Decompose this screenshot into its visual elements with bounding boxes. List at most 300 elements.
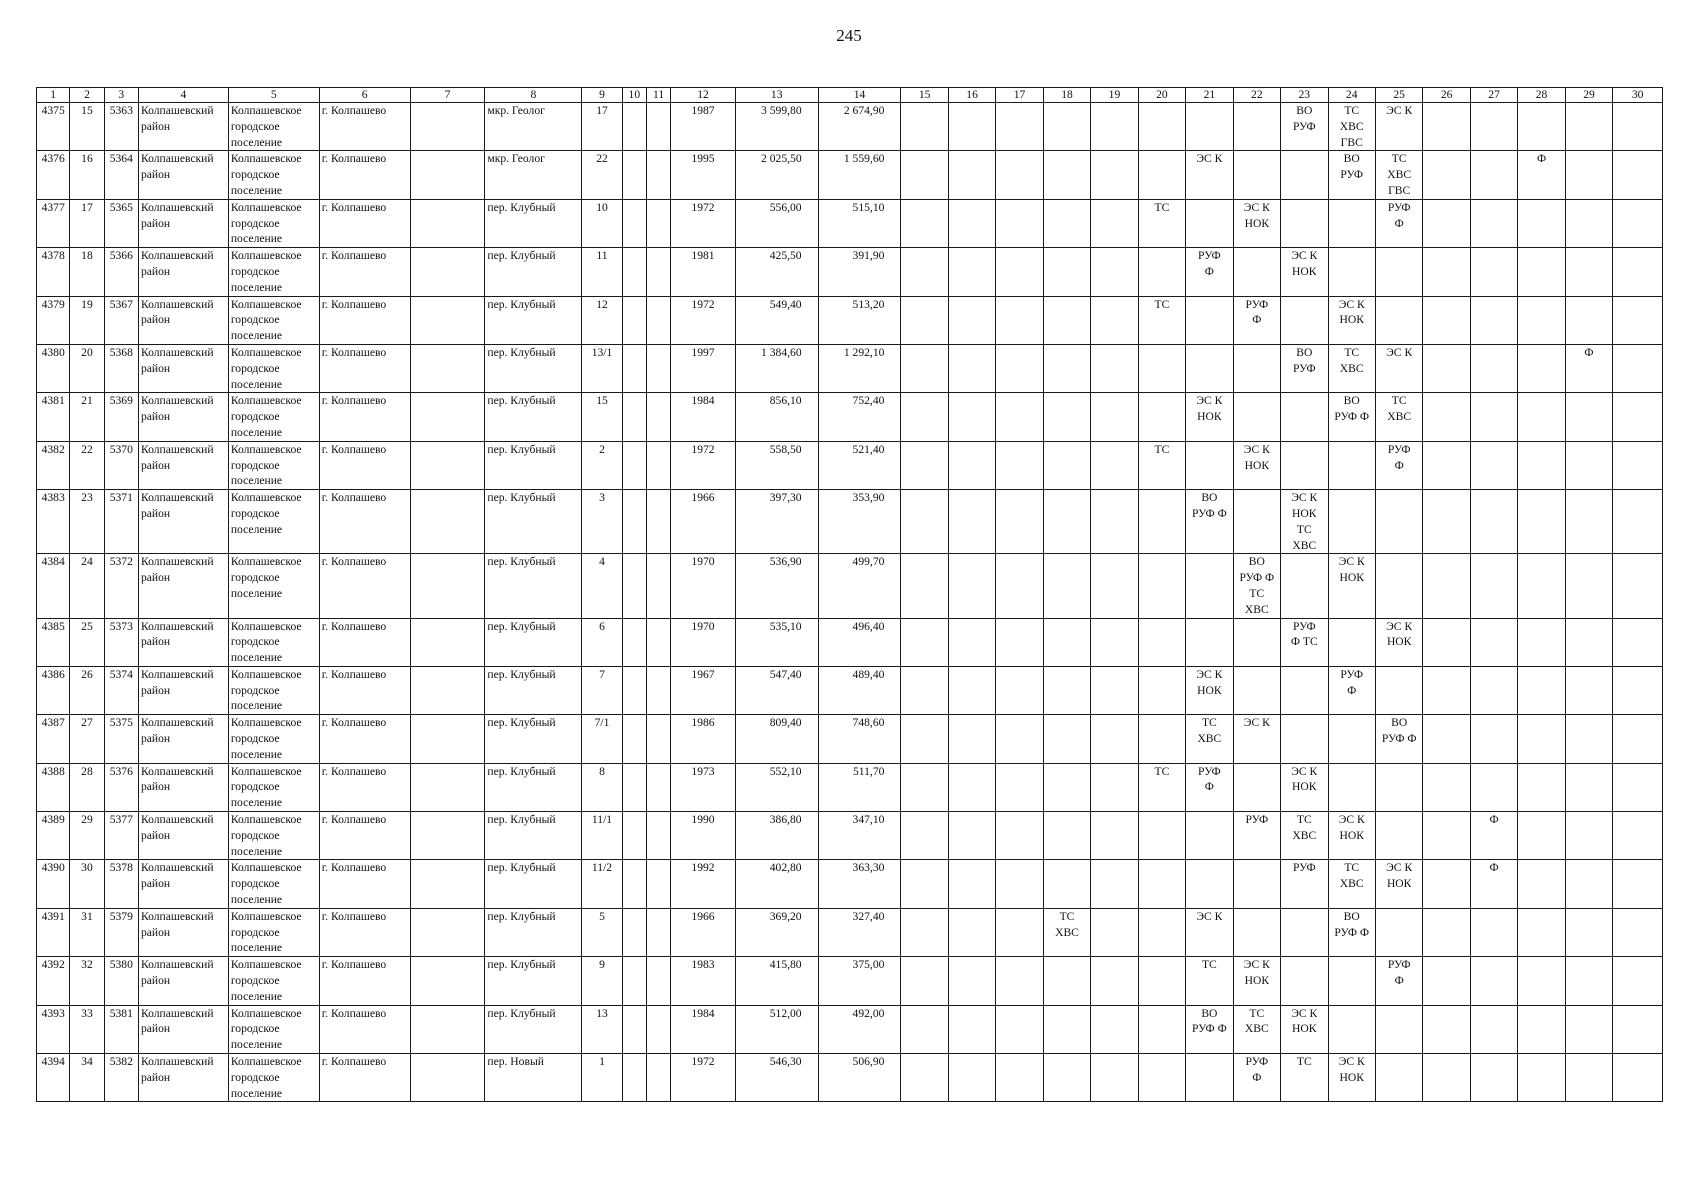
row-index-cell: 21: [70, 393, 104, 441]
district-cell: Колпашевский район: [138, 344, 228, 392]
district-cell: Колпашевский район: [138, 618, 228, 666]
mark-cell-col-24: ВО РУФ Ф: [1328, 393, 1375, 441]
column-header-28: 28: [1518, 88, 1565, 103]
mark-cell-col-22: [1233, 860, 1280, 908]
column-7-cell: [410, 715, 485, 763]
mark-cell-col-29: [1565, 860, 1612, 908]
mark-cell-col-25: РУФ Ф: [1375, 957, 1422, 1005]
mark-cell-col-11: [646, 554, 670, 618]
mark-cell-col-10: [622, 393, 646, 441]
object-id-cell: 5372: [104, 554, 138, 618]
total-area-cell: 2 025,50: [735, 151, 818, 199]
table-row: [37, 860, 1663, 908]
row-index-cell: 25: [70, 618, 104, 666]
mark-cell-col-21: [1186, 1054, 1233, 1102]
mark-cell-col-20: [1138, 151, 1185, 199]
mark-cell-col-29: [1565, 1054, 1612, 1102]
mark-cell-col-21: РУФ Ф: [1186, 763, 1233, 811]
mark-cell-col-21: ЭС К НОК: [1186, 393, 1233, 441]
mark-cell-col-22: [1233, 151, 1280, 199]
settlement-cell: Колпашевское городское поселение: [228, 103, 319, 151]
mark-cell-col-29: [1565, 666, 1612, 714]
table-row: [37, 103, 1663, 151]
total-area-cell: 535,10: [735, 618, 818, 666]
mark-cell-col-19: [1091, 490, 1138, 554]
mark-cell-col-19: [1091, 103, 1138, 151]
column-header-13: 13: [735, 88, 818, 103]
settlement-cell: Колпашевское городское поселение: [228, 554, 319, 618]
table-row: [37, 618, 1663, 666]
column-7-cell: [410, 554, 485, 618]
mark-cell-col-20: ТС: [1138, 199, 1185, 247]
record-number-cell: 4388: [37, 763, 70, 811]
locality-cell: г. Колпашево: [319, 296, 410, 344]
mark-cell-col-17: [996, 1005, 1043, 1053]
mark-cell-col-16: [948, 393, 995, 441]
mark-cell-col-18: [1043, 554, 1090, 618]
total-area-cell: 425,50: [735, 248, 818, 296]
column-header-5: 5: [228, 88, 319, 103]
house-number-cell: 12: [582, 296, 622, 344]
mark-cell-col-30: [1613, 248, 1663, 296]
district-cell: Колпашевский район: [138, 393, 228, 441]
mark-cell-col-21: [1186, 618, 1233, 666]
mark-cell-col-27: [1470, 199, 1517, 247]
mark-cell-col-26: [1423, 248, 1470, 296]
total-area-cell: 402,80: [735, 860, 818, 908]
mark-cell-col-15: [901, 1005, 948, 1053]
object-id-cell: 5363: [104, 103, 138, 151]
mark-cell-col-19: [1091, 1054, 1138, 1102]
mark-cell-col-29: Ф: [1565, 344, 1612, 392]
build-year-cell: 1972: [671, 441, 736, 489]
mark-cell-col-24: [1328, 763, 1375, 811]
settlement-cell: Колпашевское городское поселение: [228, 618, 319, 666]
record-number-cell: 4387: [37, 715, 70, 763]
house-number-cell: 11/1: [582, 812, 622, 860]
mark-cell-col-17: [996, 618, 1043, 666]
mark-cell-col-10: [622, 860, 646, 908]
row-index-cell: 18: [70, 248, 104, 296]
mark-cell-col-30: [1613, 393, 1663, 441]
mark-cell-col-24: [1328, 199, 1375, 247]
house-number-cell: 9: [582, 957, 622, 1005]
settlement-cell: Колпашевское городское поселение: [228, 666, 319, 714]
object-id-cell: 5378: [104, 860, 138, 908]
mark-cell-col-22: [1233, 248, 1280, 296]
mark-cell-col-17: [996, 103, 1043, 151]
mark-cell-col-11: [646, 860, 670, 908]
mark-cell-col-30: [1613, 1054, 1663, 1102]
mark-cell-col-30: [1613, 441, 1663, 489]
settlement-cell: Колпашевское городское поселение: [228, 908, 319, 956]
mark-cell-col-27: [1470, 763, 1517, 811]
mark-cell-col-28: [1518, 490, 1565, 554]
mark-cell-col-24: ЭС К НОК: [1328, 554, 1375, 618]
mark-cell-col-10: [622, 908, 646, 956]
mark-cell-col-28: [1518, 812, 1565, 860]
mark-cell-col-10: [622, 1054, 646, 1102]
mark-cell-col-27: [1470, 666, 1517, 714]
living-area-cell: 499,70: [818, 554, 901, 618]
table-row: [37, 1005, 1663, 1053]
street-cell: пер. Клубный: [485, 554, 582, 618]
mark-cell-col-15: [901, 763, 948, 811]
mark-cell-col-16: [948, 1054, 995, 1102]
mark-cell-col-19: [1091, 151, 1138, 199]
record-number-cell: 4384: [37, 554, 70, 618]
mark-cell-col-27: [1470, 908, 1517, 956]
house-number-cell: 11/2: [582, 860, 622, 908]
mark-cell-col-22: РУФ Ф: [1233, 1054, 1280, 1102]
house-number-cell: 7: [582, 666, 622, 714]
mark-cell-col-15: [901, 860, 948, 908]
mark-cell-col-16: [948, 103, 995, 151]
table-row: [37, 441, 1663, 489]
mark-cell-col-15: [901, 554, 948, 618]
row-index-cell: 16: [70, 151, 104, 199]
mark-cell-col-23: [1281, 666, 1328, 714]
row-index-cell: 32: [70, 957, 104, 1005]
mark-cell-col-25: [1375, 248, 1422, 296]
mark-cell-col-26: [1423, 618, 1470, 666]
mark-cell-col-23: [1281, 715, 1328, 763]
mark-cell-col-11: [646, 618, 670, 666]
district-cell: Колпашевский район: [138, 957, 228, 1005]
mark-cell-col-11: [646, 763, 670, 811]
mark-cell-col-16: [948, 618, 995, 666]
mark-cell-col-21: ТС ХВС: [1186, 715, 1233, 763]
district-cell: Колпашевский район: [138, 763, 228, 811]
total-area-cell: 556,00: [735, 199, 818, 247]
street-cell: пер. Клубный: [485, 441, 582, 489]
mark-cell-col-11: [646, 151, 670, 199]
living-area-cell: 363,30: [818, 860, 901, 908]
mark-cell-col-23: ТС ХВС: [1281, 812, 1328, 860]
mark-cell-col-25: [1375, 1054, 1422, 1102]
mark-cell-col-10: [622, 1005, 646, 1053]
table-row: [37, 296, 1663, 344]
mark-cell-col-21: [1186, 103, 1233, 151]
mark-cell-col-17: [996, 554, 1043, 618]
locality-cell: г. Колпашево: [319, 666, 410, 714]
mark-cell-col-15: [901, 103, 948, 151]
object-id-cell: 5374: [104, 666, 138, 714]
mark-cell-col-26: [1423, 1005, 1470, 1053]
mark-cell-col-22: [1233, 393, 1280, 441]
mark-cell-col-20: ТС: [1138, 296, 1185, 344]
mark-cell-col-10: [622, 490, 646, 554]
mark-cell-col-15: [901, 199, 948, 247]
total-area-cell: 536,90: [735, 554, 818, 618]
column-7-cell: [410, 1054, 485, 1102]
table-row: [37, 812, 1663, 860]
mark-cell-col-30: [1613, 344, 1663, 392]
mark-cell-col-16: [948, 957, 995, 1005]
row-index-cell: 24: [70, 554, 104, 618]
total-area-cell: 547,40: [735, 666, 818, 714]
mark-cell-col-20: [1138, 490, 1185, 554]
mark-cell-col-22: ЭС К НОК: [1233, 199, 1280, 247]
house-number-cell: 6: [582, 618, 622, 666]
mark-cell-col-23: [1281, 199, 1328, 247]
mark-cell-col-28: [1518, 248, 1565, 296]
mark-cell-col-23: ЭС К НОК ТС ХВС: [1281, 490, 1328, 554]
mark-cell-col-19: [1091, 393, 1138, 441]
house-number-cell: 3: [582, 490, 622, 554]
settlement-cell: Колпашевское городское поселение: [228, 860, 319, 908]
mark-cell-col-11: [646, 490, 670, 554]
mark-cell-col-20: [1138, 393, 1185, 441]
row-index-cell: 23: [70, 490, 104, 554]
table-row: [37, 393, 1663, 441]
mark-cell-col-24: ЭС К НОК: [1328, 1054, 1375, 1102]
total-area-cell: 415,80: [735, 957, 818, 1005]
mark-cell-col-22: [1233, 618, 1280, 666]
mark-cell-col-19: [1091, 666, 1138, 714]
column-header-3: 3: [104, 88, 138, 103]
table-row: [37, 763, 1663, 811]
object-id-cell: 5366: [104, 248, 138, 296]
mark-cell-col-26: [1423, 1054, 1470, 1102]
mark-cell-col-21: ВО РУФ Ф: [1186, 490, 1233, 554]
object-id-cell: 5373: [104, 618, 138, 666]
row-index-cell: 26: [70, 666, 104, 714]
living-area-cell: 1 292,10: [818, 344, 901, 392]
street-cell: пер. Клубный: [485, 199, 582, 247]
column-7-cell: [410, 441, 485, 489]
mark-cell-col-23: [1281, 908, 1328, 956]
column-header-17: 17: [996, 88, 1043, 103]
mark-cell-col-29: [1565, 554, 1612, 618]
house-number-cell: 4: [582, 554, 622, 618]
mark-cell-col-25: ЭС К НОК: [1375, 618, 1422, 666]
build-year-cell: 1972: [671, 199, 736, 247]
settlement-cell: Колпашевское городское поселение: [228, 1054, 319, 1102]
mark-cell-col-25: ТС ХВС ГВС: [1375, 151, 1422, 199]
mark-cell-col-23: ВО РУФ: [1281, 344, 1328, 392]
mark-cell-col-24: [1328, 618, 1375, 666]
table-row: [37, 344, 1663, 392]
mark-cell-col-11: [646, 441, 670, 489]
mark-cell-col-25: ЭС К: [1375, 344, 1422, 392]
mark-cell-col-29: [1565, 490, 1612, 554]
district-cell: Колпашевский район: [138, 490, 228, 554]
total-area-cell: 397,30: [735, 490, 818, 554]
mark-cell-col-11: [646, 666, 670, 714]
mark-cell-col-25: РУФ Ф: [1375, 441, 1422, 489]
mark-cell-col-22: РУФ: [1233, 812, 1280, 860]
column-header-8: 8: [485, 88, 582, 103]
house-number-cell: 7/1: [582, 715, 622, 763]
mark-cell-col-28: [1518, 554, 1565, 618]
mark-cell-col-25: [1375, 296, 1422, 344]
mark-cell-col-15: [901, 248, 948, 296]
mark-cell-col-18: [1043, 812, 1090, 860]
mark-cell-col-20: [1138, 1005, 1185, 1053]
mark-cell-col-25: [1375, 812, 1422, 860]
living-area-cell: 513,20: [818, 296, 901, 344]
mark-cell-col-10: [622, 554, 646, 618]
mark-cell-col-28: [1518, 199, 1565, 247]
locality-cell: г. Колпашево: [319, 554, 410, 618]
mark-cell-col-18: [1043, 199, 1090, 247]
house-number-cell: 17: [582, 103, 622, 151]
mark-cell-col-20: [1138, 248, 1185, 296]
mark-cell-col-27: [1470, 344, 1517, 392]
column-7-cell: [410, 151, 485, 199]
mark-cell-col-18: [1043, 618, 1090, 666]
district-cell: Колпашевский район: [138, 296, 228, 344]
mark-cell-col-16: [948, 812, 995, 860]
mark-cell-col-23: [1281, 393, 1328, 441]
build-year-cell: 1973: [671, 763, 736, 811]
mark-cell-col-24: [1328, 957, 1375, 1005]
locality-cell: г. Колпашево: [319, 490, 410, 554]
mark-cell-col-22: ЭС К: [1233, 715, 1280, 763]
build-year-cell: 1997: [671, 344, 736, 392]
table-row: [37, 199, 1663, 247]
mark-cell-col-22: [1233, 908, 1280, 956]
mark-cell-col-26: [1423, 860, 1470, 908]
mark-cell-col-29: [1565, 151, 1612, 199]
street-cell: мкр. Геолог: [485, 151, 582, 199]
build-year-cell: 1990: [671, 812, 736, 860]
mark-cell-col-25: РУФ Ф: [1375, 199, 1422, 247]
column-header-6: 6: [319, 88, 410, 103]
mark-cell-col-16: [948, 441, 995, 489]
mark-cell-col-16: [948, 296, 995, 344]
district-cell: Колпашевский район: [138, 812, 228, 860]
mark-cell-col-20: [1138, 860, 1185, 908]
mark-cell-col-22: [1233, 763, 1280, 811]
locality-cell: г. Колпашево: [319, 344, 410, 392]
mark-cell-col-15: [901, 393, 948, 441]
street-cell: пер. Клубный: [485, 393, 582, 441]
mark-cell-col-17: [996, 199, 1043, 247]
mark-cell-col-27: Ф: [1470, 860, 1517, 908]
settlement-cell: Колпашевское городское поселение: [228, 812, 319, 860]
mark-cell-col-10: [622, 441, 646, 489]
column-header-1: 1: [37, 88, 70, 103]
mark-cell-col-28: [1518, 1054, 1565, 1102]
column-7-cell: [410, 393, 485, 441]
column-header-10: 10: [622, 88, 646, 103]
house-number-cell: 2: [582, 441, 622, 489]
mark-cell-col-23: РУФ Ф ТС: [1281, 618, 1328, 666]
living-area-cell: 327,40: [818, 908, 901, 956]
mark-cell-col-17: [996, 666, 1043, 714]
mark-cell-col-30: [1613, 1005, 1663, 1053]
mark-cell-col-10: [622, 296, 646, 344]
house-number-cell: 15: [582, 393, 622, 441]
locality-cell: г. Колпашево: [319, 908, 410, 956]
mark-cell-col-30: [1613, 103, 1663, 151]
district-cell: Колпашевский район: [138, 1005, 228, 1053]
column-7-cell: [410, 957, 485, 1005]
living-area-cell: 521,40: [818, 441, 901, 489]
build-year-cell: 1966: [671, 908, 736, 956]
district-cell: Колпашевский район: [138, 441, 228, 489]
mark-cell-col-28: [1518, 1005, 1565, 1053]
table-body: [37, 103, 1663, 1102]
column-header-14: 14: [818, 88, 901, 103]
mark-cell-col-16: [948, 715, 995, 763]
mark-cell-col-29: [1565, 441, 1612, 489]
record-number-cell: 4392: [37, 957, 70, 1005]
row-index-cell: 29: [70, 812, 104, 860]
build-year-cell: 1984: [671, 393, 736, 441]
mark-cell-col-20: ТС: [1138, 763, 1185, 811]
record-number-cell: 4386: [37, 666, 70, 714]
column-header-9: 9: [582, 88, 622, 103]
living-area-cell: 496,40: [818, 618, 901, 666]
column-header-20: 20: [1138, 88, 1185, 103]
mark-cell-col-25: ВО РУФ Ф: [1375, 715, 1422, 763]
mark-cell-col-11: [646, 812, 670, 860]
district-cell: Колпашевский район: [138, 860, 228, 908]
locality-cell: г. Колпашево: [319, 812, 410, 860]
mark-cell-col-27: [1470, 248, 1517, 296]
mark-cell-col-19: [1091, 441, 1138, 489]
build-year-cell: 1967: [671, 666, 736, 714]
column-header-4: 4: [138, 88, 228, 103]
mark-cell-col-21: [1186, 344, 1233, 392]
mark-cell-col-30: [1613, 296, 1663, 344]
mark-cell-col-15: [901, 296, 948, 344]
record-number-cell: 4380: [37, 344, 70, 392]
mark-cell-col-10: [622, 248, 646, 296]
mark-cell-col-19: [1091, 248, 1138, 296]
table-row: [37, 248, 1663, 296]
mark-cell-col-28: [1518, 715, 1565, 763]
mark-cell-col-28: [1518, 344, 1565, 392]
mark-cell-col-25: ТС ХВС: [1375, 393, 1422, 441]
object-id-cell: 5368: [104, 344, 138, 392]
column-7-cell: [410, 296, 485, 344]
mark-cell-col-18: [1043, 344, 1090, 392]
mark-cell-col-19: [1091, 860, 1138, 908]
mark-cell-col-19: [1091, 763, 1138, 811]
mark-cell-col-24: [1328, 441, 1375, 489]
mark-cell-col-20: [1138, 957, 1185, 1005]
house-number-cell: 5: [582, 908, 622, 956]
mark-cell-col-26: [1423, 812, 1470, 860]
record-number-cell: 4389: [37, 812, 70, 860]
mark-cell-col-15: [901, 441, 948, 489]
row-index-cell: 27: [70, 715, 104, 763]
record-number-cell: 4391: [37, 908, 70, 956]
record-number-cell: 4381: [37, 393, 70, 441]
mark-cell-col-19: [1091, 1005, 1138, 1053]
mark-cell-col-28: [1518, 441, 1565, 489]
mark-cell-col-24: [1328, 715, 1375, 763]
mark-cell-col-26: [1423, 441, 1470, 489]
locality-cell: г. Колпашево: [319, 715, 410, 763]
build-year-cell: 1972: [671, 296, 736, 344]
mark-cell-col-30: [1613, 715, 1663, 763]
row-index-cell: 28: [70, 763, 104, 811]
locality-cell: г. Колпашево: [319, 763, 410, 811]
mark-cell-col-10: [622, 763, 646, 811]
mark-cell-col-10: [622, 344, 646, 392]
mark-cell-col-21: [1186, 441, 1233, 489]
mark-cell-col-11: [646, 908, 670, 956]
street-cell: пер. Клубный: [485, 248, 582, 296]
mark-cell-col-30: [1613, 666, 1663, 714]
mark-cell-col-16: [948, 860, 995, 908]
mark-cell-col-30: [1613, 908, 1663, 956]
